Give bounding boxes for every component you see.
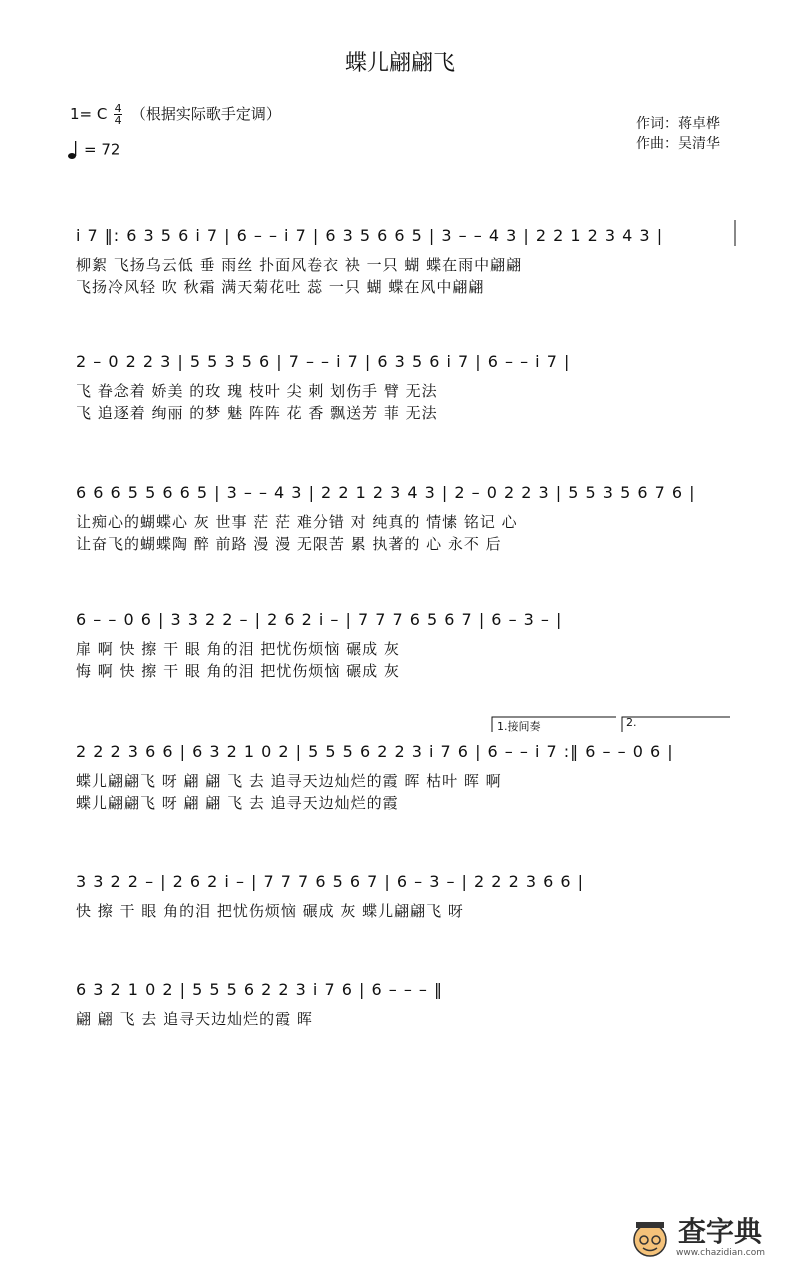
meter-top: 4 <box>114 102 122 115</box>
notation-line: 2 2 2 3 6 6 | 6 3 2 1 0 2 | 5 5 5 6 2 2 3 i 7 6 | 6 – – i 7 :‖ 6 – – 0 6 | <box>76 742 674 761</box>
lyrics-verse-2: 飞扬冷风轻 吹 秋霜 满天菊花吐 蕊 一只 蝴 蝶在风中翩翩 <box>76 278 485 296</box>
notation-line: 2 – 0 2 2 3 | 5 5 3 5 6 | 7 – – i 7 | 6 3 5 6 i 7 | 6 – – i 7 | <box>76 352 571 371</box>
lyrics-verse-2: 飞 追逐着 绚丽 的梦 魅 阵阵 花 香 飘送芳 菲 无法 <box>76 404 438 422</box>
lyrics-verse-1: 扉 啊 快 擦 干 眼 角的泪 把忧伤烦恼 碾成 灰 <box>76 640 400 658</box>
watermark-url: www.chazidian.com <box>676 1248 766 1258</box>
song-title: 蝶儿翩翩飞 <box>344 51 455 76</box>
credits <box>636 114 720 154</box>
lyrics-verse-1: 快 擦 干 眼 角的泪 把忧伤烦恼 碾成 灰 蝶儿翩翩飞 呀 <box>76 902 464 920</box>
key-label: 1= C <box>70 105 108 123</box>
quarter-note-icon <box>68 140 78 160</box>
lyrics-verse-2: 蝶儿翩翩飞 呀 翩 翩 飞 去 追寻天边灿烂的霞 <box>76 794 399 812</box>
tempo-value: = 72 <box>84 140 121 159</box>
time-signature <box>114 103 122 126</box>
notation-line: 6 6 6 5 5 6 6 5 | 3 – – 4 3 | 2 2 1 2 3 4 3 | 2 – 0 2 2 3 | 5 5 3 5 6 7 6 | <box>76 483 696 502</box>
lyricist: 作词：蒋卓桦 <box>636 116 720 132</box>
notation-line: 6 3 2 1 0 2 | 5 5 5 6 2 2 3 i 7 6 | 6 – – – ‖ <box>76 980 443 999</box>
lyrics-verse-1: 飞 眷念着 娇美 的玫 瑰 枝叶 尖 刺 划伤手 臂 无法 <box>76 382 438 400</box>
lyrics-verse-1: 蝶儿翩翩飞 呀 翩 翩 飞 去 追寻天边灿烂的霞 晖 枯叶 晖 啊 <box>76 772 502 790</box>
watermark-text: 查字典 <box>678 1215 763 1248</box>
notation-line: 6 – – 0 6 | 3 3 2 2 – | 2 6 2 i – | 7 7 7 6 5 6 7 | 6 – 3 – | <box>76 610 563 629</box>
tempo-marking <box>68 140 120 160</box>
volta-first: 1.接间奏 <box>497 720 541 733</box>
volta-second: 2. <box>626 716 637 729</box>
mascot-logo-icon <box>626 1214 674 1262</box>
lyrics-verse-1: 柳絮 飞扬乌云低 垂 雨丝 扑面风卷衣 袂 一只 蝴 蝶在雨中翩翩 <box>76 256 523 274</box>
lyrics-verse-2: 悔 啊 快 擦 干 眼 角的泪 把忧伤烦恼 碾成 灰 <box>76 662 400 680</box>
key-note: （根据实际歌手定调） <box>130 105 281 123</box>
notation-line: i 7 ‖: 6 3 5 6 i 7 | 6 – – i 7 | 6 3 5 6 6 5 | 3 – – 4 3 | 2 2 1 2 3 4 3 | <box>76 226 664 245</box>
volta-brackets <box>0 714 800 734</box>
key-signature <box>70 103 281 126</box>
lyrics-verse-1: 翩 翩 飞 去 追寻天边灿烂的霞 晖 <box>76 1010 313 1028</box>
composer: 作曲：吴清华 <box>636 136 720 152</box>
notation-line: 3 3 2 2 – | 2 6 2 i – | 7 7 7 6 5 6 7 | 6 – 3 – | 2 2 2 3 6 6 | <box>76 872 585 891</box>
meter-bottom: 4 <box>114 114 122 127</box>
lyrics-verse-1: 让痴心的蝴蝶心 灰 世事 茫 茫 难分错 对 纯真的 情愫 铭记 心 <box>76 513 518 531</box>
lyrics-verse-2: 让奋飞的蝴蝶陶 醉 前路 漫 漫 无限苦 累 执著的 心 永不 后 <box>76 535 502 553</box>
